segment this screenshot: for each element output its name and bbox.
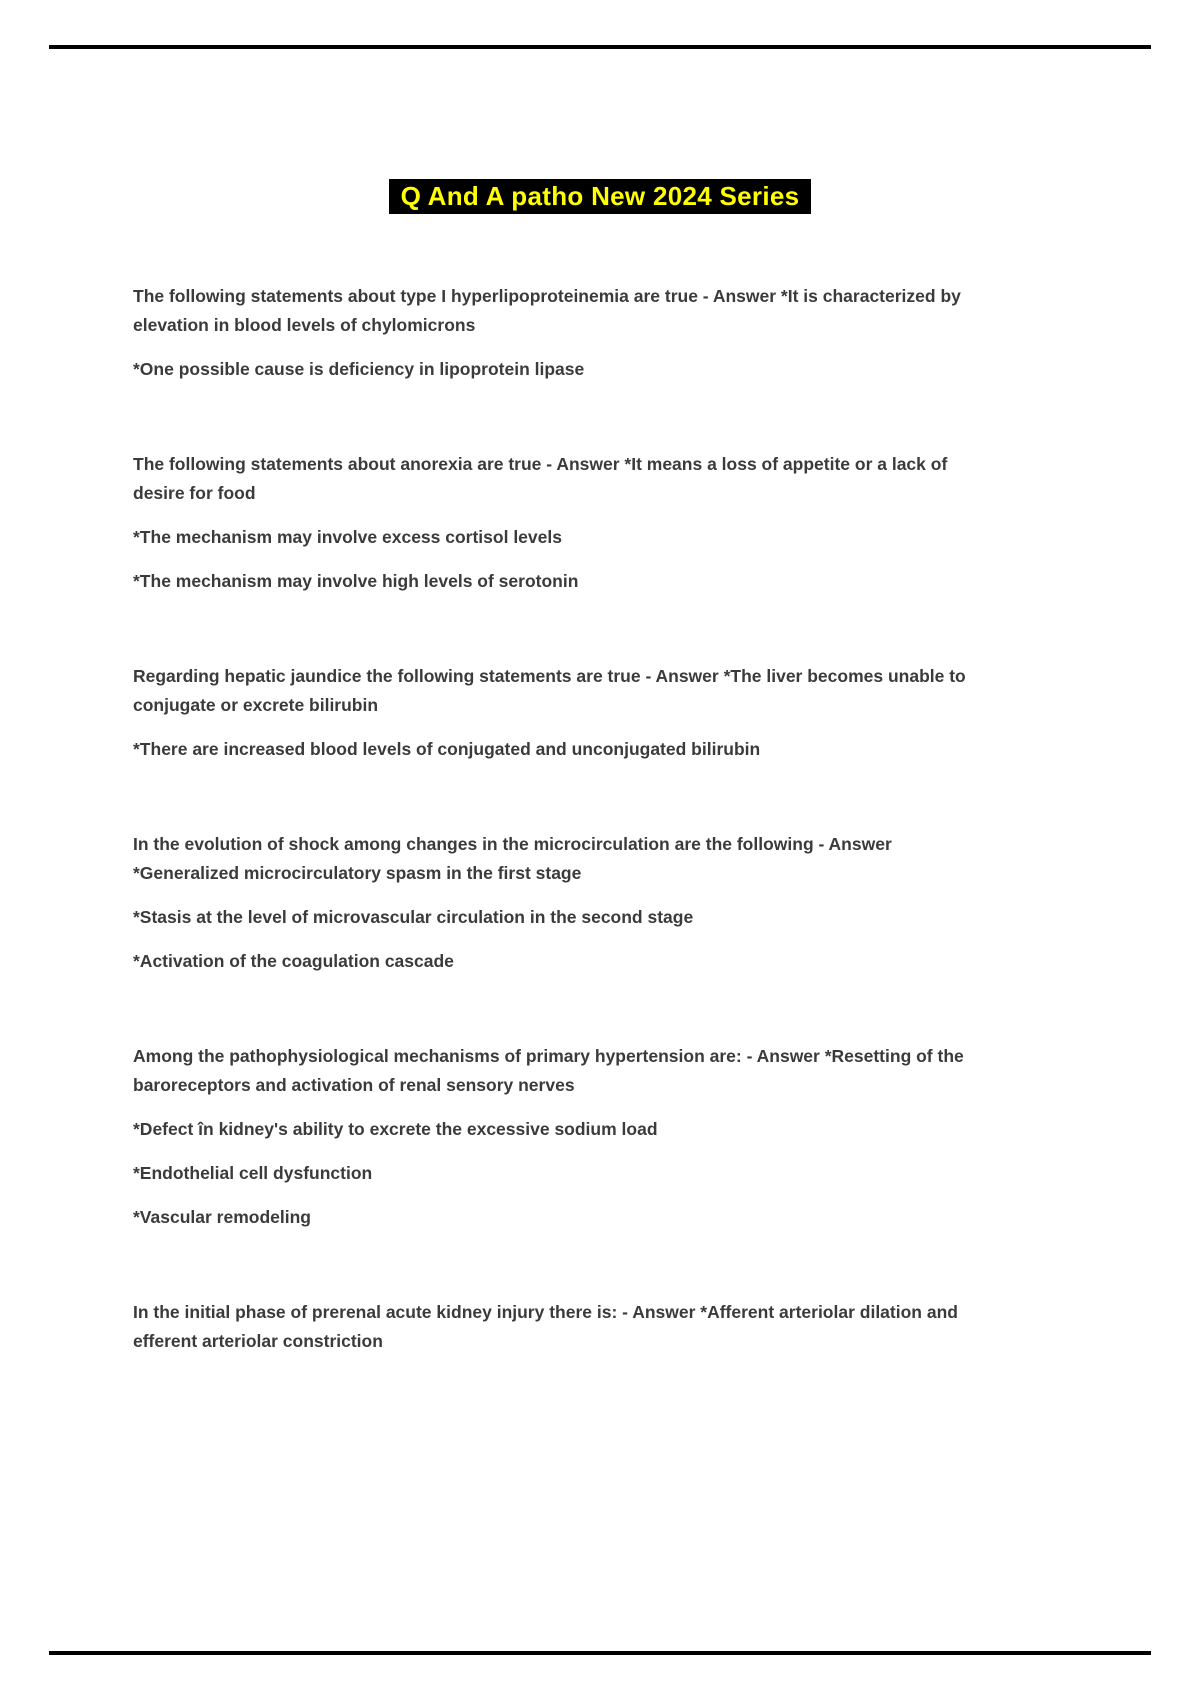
qa-answer-line: *Activation of the coagulation cascade	[133, 951, 454, 971]
qa-answer-line: *The mechanism may involve high levels of serotonin	[133, 571, 579, 591]
document-title: Q And A patho New 2024 Series	[389, 179, 812, 214]
qa-question: In the initial phase of prerenal acute kidney injury there is: - Answer *Afferent arteriolar dilation and efferent arteriolar constriction	[133, 1302, 958, 1351]
qa-answer-line: *The mechanism may involve excess cortisol levels	[133, 527, 562, 547]
qa-answer-line: *Endothelial cell dysfunction	[133, 1163, 373, 1183]
qa-question: Regarding hepatic jaundice the following statements are true - Answer *The liver becomes unable to conjugate or excrete bilirubin	[133, 666, 966, 715]
qa-question: The following statements about type I hyperlipoproteinemia are true - Answer *It is characterized by elevation in blood levels of chylomicrons	[133, 286, 961, 335]
qa-answer-line: *Vascular remodeling	[133, 1207, 311, 1227]
qa-answer-line: *One possible cause is deficiency in lipoprotein lipase	[133, 359, 585, 379]
qa-answer-line: *There are increased blood levels of conjugated and unconjugated bilirubin	[133, 739, 761, 759]
qa-question: The following statements about anorexia are true - Answer *It means a loss of appetite or a lack of desire for food	[133, 454, 948, 503]
title-container	[0, 179, 1200, 214]
bottom-border-rule	[49, 1651, 1151, 1655]
qa-question: In the evolution of shock among changes in the microcirculation are the following - Answer *Generalized microcirculatory spasm in the first stage	[133, 834, 892, 883]
document-body	[133, 282, 1001, 1356]
qa-question: Among the pathophysiological mechanisms of primary hypertension are: - Answer *Resetting of the baroreceptors and activation of renal sensory nerves	[133, 1046, 964, 1095]
qa-answer-line: *Defect în kidney's ability to excrete the excessive sodium load	[133, 1119, 658, 1139]
top-border-rule	[49, 45, 1151, 49]
qa-answer-line: *Stasis at the level of microvascular circulation in the second stage	[133, 907, 694, 927]
